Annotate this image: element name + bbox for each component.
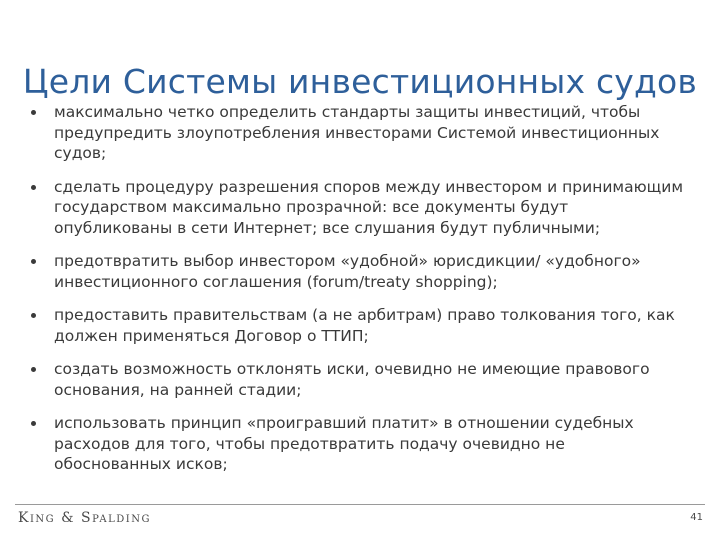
- company-logo: King & Spalding: [18, 510, 151, 526]
- bullet-icon: [31, 367, 36, 372]
- bullet-item: [26, 359, 686, 400]
- footer-divider: [15, 504, 705, 505]
- bullet-text: создать возможность отклонять иски, очевидно не имеющие правового основания, на ранней стадии;: [54, 360, 650, 399]
- slide-title: Цели Системы инвестиционных судов: [22, 62, 698, 102]
- bullet-text: предоставить правительствам (а не арбитрам) право толкования того, как должен применяться Договор о ТТИП;: [54, 306, 675, 345]
- bullet-icon: [31, 421, 36, 426]
- bullet-text: использовать принцип «проигравший платит» в отношении судебных расходов для того, чтобы предотвратить подачу очевидно не обоснованных исков;: [54, 414, 634, 473]
- bullet-list: [26, 102, 686, 488]
- bullet-icon: [31, 185, 36, 190]
- bullet-item: [26, 305, 686, 346]
- bullet-item: [26, 251, 686, 292]
- bullet-item: [26, 413, 686, 475]
- bullet-item: [26, 102, 686, 164]
- bullet-text: сделать процедуру разрешения споров между инвестором и принимающим государством максимально прозрачной: все документы будут опубликованы в сети Интернет; все слушания будут публичными;: [54, 177, 684, 237]
- bullet-item: [26, 177, 686, 239]
- bullet-icon: [31, 313, 36, 318]
- page-number: 41: [690, 512, 703, 523]
- bullet-text: предотвратить выбор инвестором «удобной» юрисдикции/ «удобного» инвестиционного соглашения (forum/treaty shopping);: [54, 252, 641, 291]
- bullet-icon: [31, 110, 36, 115]
- bullet-text: максимально четко определить стандарты защиты инвестиций, чтобы предупредить злоупотребления инвесторами Системой инвестиционных судов;: [54, 103, 660, 162]
- bullet-icon: [31, 259, 36, 264]
